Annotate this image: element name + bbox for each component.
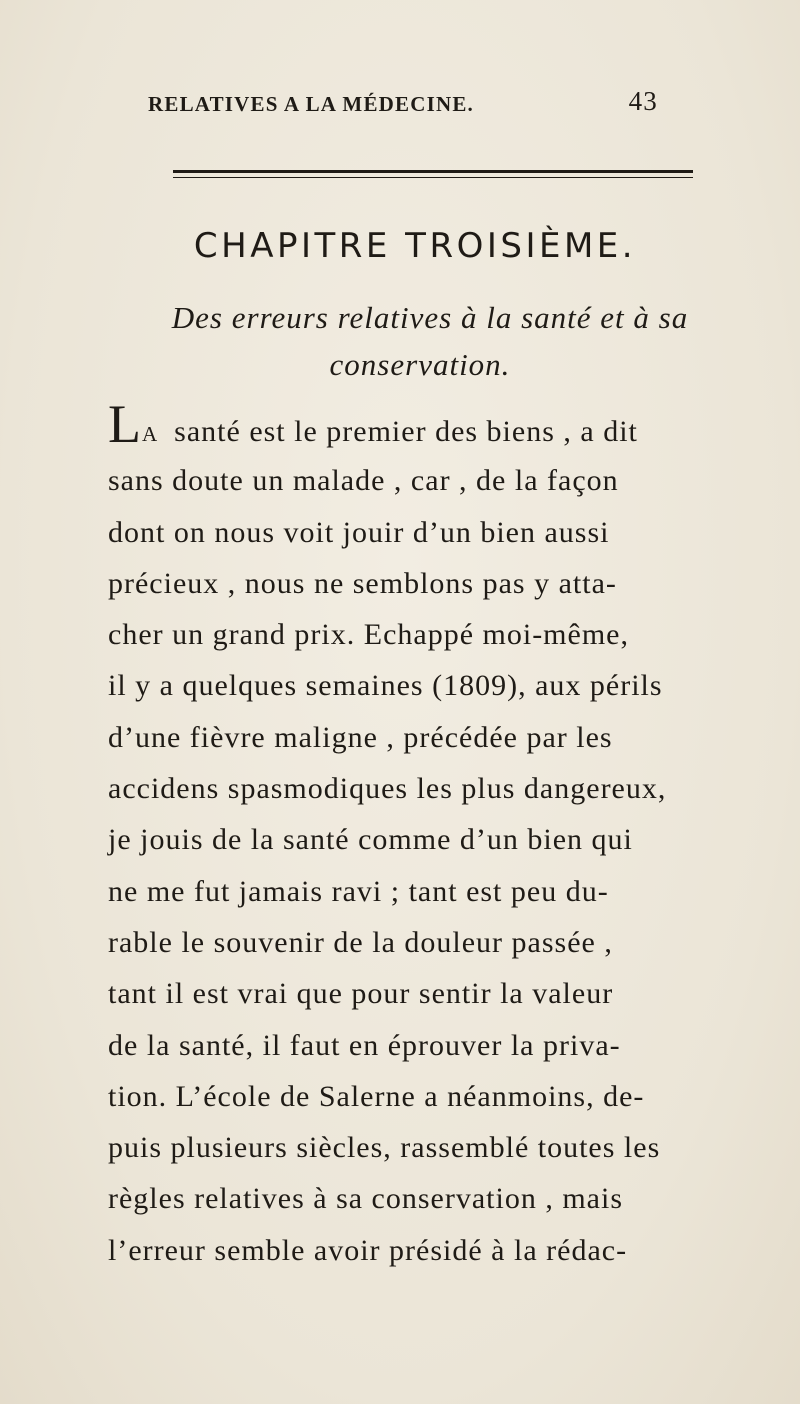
body-line-7: d’une fièvre maligne , précédée par les xyxy=(108,720,613,754)
body-line-text: santé est le premier des biens , a dit xyxy=(174,415,638,448)
body-line-11: rable le souvenir de la douleur passée , xyxy=(108,925,613,959)
body-line-17: l’erreur semble avoir présidé à la rédac- xyxy=(108,1233,628,1267)
chapter-subtitle-line-2: conservation. xyxy=(329,347,511,382)
body-line-8: accidens spasmodiques les plus dangereux, xyxy=(108,772,667,806)
body-line-14: tion. L’école de Salerne a néanmoins, de- xyxy=(108,1079,645,1113)
chapter-subtitle-line-1: Des erreurs relatives à la santé et à sa xyxy=(171,300,689,335)
body-line-9: je jouis de la santé comme d’un bien qui xyxy=(108,823,633,857)
body-line-12: tant il est vrai que pour sentir la valeur xyxy=(108,977,614,1011)
body-line-6: il y a quelques semaines (1809), aux périls xyxy=(108,669,663,703)
chapter-rule-thin xyxy=(173,177,693,178)
body-line-4: précieux , nous ne semblons pas y atta- xyxy=(108,566,617,600)
body-line-5: cher un grand prix. Echappé moi-même, xyxy=(108,618,629,652)
body-line-2: sans doute un malade , car , de la façon xyxy=(108,464,619,498)
body-line-1 xyxy=(108,394,728,455)
drop-cap: L xyxy=(108,394,142,454)
body-text xyxy=(108,394,728,1276)
body-line-10: ne me fut jamais ravi ; tant est peu du- xyxy=(108,874,609,908)
body-line-13: de la santé, il faut en éprouver la priva- xyxy=(108,1028,621,1062)
first-word-small-caps: A xyxy=(142,422,159,446)
body-line-3: dont on nous voit jouir d’un bien aussi xyxy=(108,515,610,549)
chapter-heading: CHAPITRE TROISIÈME. xyxy=(193,226,637,266)
body-line-15: puis plusieurs siècles, rassemblé toutes les xyxy=(108,1131,661,1165)
body-line-16: règles relatives à sa conservation , mais xyxy=(108,1182,623,1216)
running-title: RELATIVES A LA MÉDECINE. xyxy=(148,92,474,116)
page-number: 43 xyxy=(628,86,658,116)
chapter-rule-thick xyxy=(173,170,693,173)
running-head xyxy=(148,86,658,126)
